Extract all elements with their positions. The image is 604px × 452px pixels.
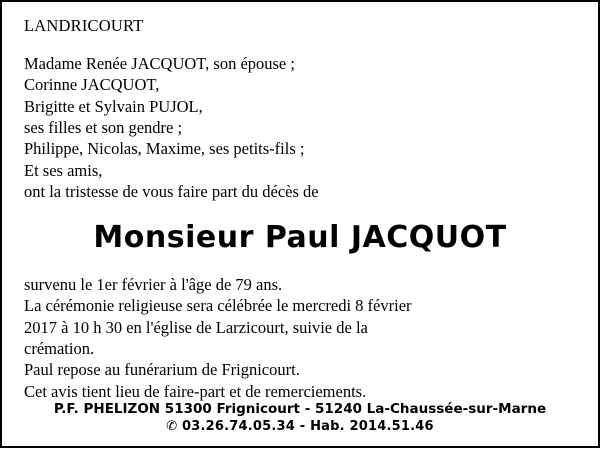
family-line: ses filles et son gendre ; — [24, 117, 183, 137]
funeral-home-name: P.F. PHELIZON 51300 Frignicourt - 51240 La-Chaussée-sur-Marne — [53, 401, 547, 418]
funeral-home-footer — [2, 400, 598, 436]
deceased-name: Monsieur Paul JACQUOT — [93, 219, 507, 255]
family-line: Corinne JACQUOT, — [24, 75, 160, 95]
detail-line: 2017 à 10 h 30 en l'église de Larzicourt, suivie de la — [24, 317, 368, 337]
family-line: Et ses amis, — [24, 160, 103, 180]
funeral-home-contact: ✆ 03.26.74.05.34 - Hab. 2014.51.46 — [166, 419, 434, 435]
family-line: Brigitte et Sylvain PUJOL, — [24, 96, 203, 116]
detail-line: Cet avis tient lieu de faire-part et de remerciements. — [24, 381, 367, 401]
family-line: Philippe, Nicolas, Maxime, ses petits-fils ; — [24, 139, 305, 159]
detail-line: Paul repose au funérarium de Frignicourt. — [24, 360, 300, 380]
family-block — [24, 53, 576, 203]
detail-line: La cérémonie religieuse sera célébrée le mercredi 8 février — [24, 296, 412, 316]
details-block — [24, 274, 576, 403]
detail-line: crémation. — [24, 339, 95, 358]
family-line: ont la tristesse de vous faire part du décès de — [24, 182, 319, 202]
detail-line: survenu le 1er février à l'âge de 79 ans. — [24, 274, 283, 294]
locality: LANDRICOURT — [24, 16, 144, 35]
family-line: Madame Renée JACQUOT, son épouse ; — [24, 53, 295, 73]
